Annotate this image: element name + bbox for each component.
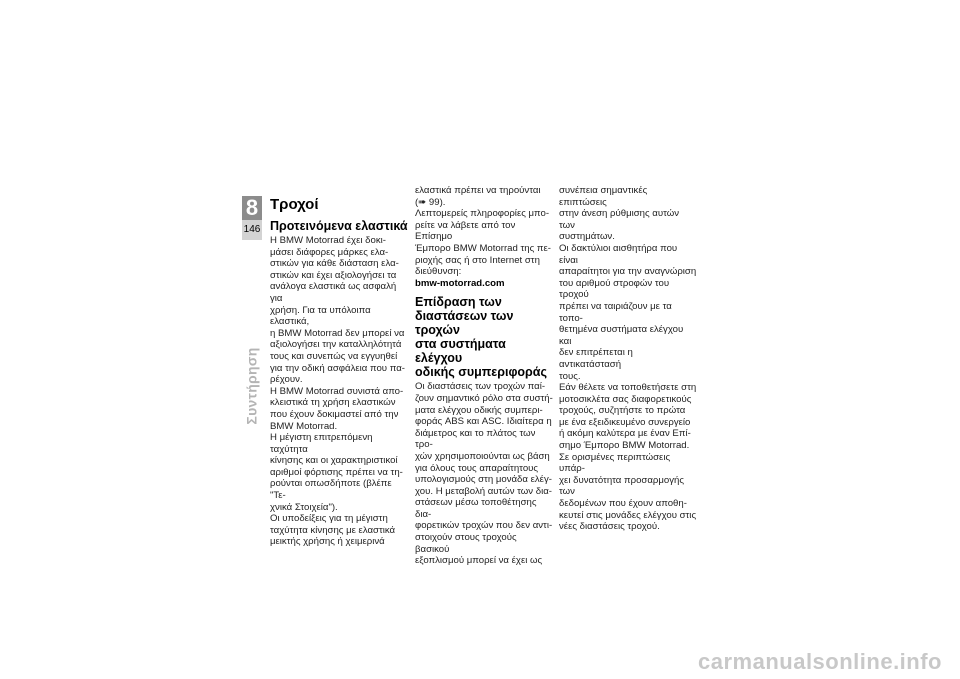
paragraph: συνέπεια σημαντικές επιπτώσεις στην άνεση ρύθμισης αυτών των συστημάτων. [559, 185, 680, 243]
website-link[interactable]: bmw-motorrad.com [415, 277, 505, 289]
page-title: Τροχοί [270, 196, 319, 213]
site-watermark: carmanualsonline.info [698, 649, 942, 674]
text-column-2 [415, 185, 553, 567]
page-number: 146 [242, 220, 262, 240]
section-label-text: Συντήρηση [244, 347, 260, 425]
paragraph: Λεπτομερείς πληροφορίες μπο- ρείτε να λάβετε από τον Επίσημο Έμπορο BMW Motorrad της πε- ριοχής σας ή στο Internet στη διεύθυνση: [415, 208, 551, 278]
paragraph: Η BMW Motorrad έχει δοκι- μάσει διάφορες μάρκες ελα- στικών για κάθε διάσταση ελα- στικών και έχει αξιολογήσει τα ανάλογα ελαστικά ως ασφαλή για χρήση. Για τα υπόλοιπα ελαστικά, η BMW Motorrad δεν μπορεί να αξιολογήσει την καταλληλότητά τους και συνεπώς να εγγυηθεί για την οδική ασφάλεια που πα- ρέχουν. [270, 235, 405, 386]
paragraph: Εάν θέλετε να τοποθετήσετε στη μοτοσικλέτα σας διαφορετικούς τροχούς, συζητήστε το πρώτα με ένα εξειδικευμένο συνεργείο ή ακόμη καλύτερα με έναν Επί- σημο Έμπορο BMW Motorrad. [559, 382, 697, 452]
paragraph: Οι δακτύλιοι αισθητήρα που είναι απαραίτητοι για την αναγνώριση του αριθμού στροφών του τροχού πρέπει να ταιριάζουν με τα τοπο- θετημένα συστήματα ελέγχου και δεν επιτρέπεται η αντικατάστασή τους. [559, 242, 697, 382]
section-heading-recommended-tyres: Προτεινόμενα ελαστικά [270, 219, 408, 233]
paragraph: Οι υποδείξεις για τη μέγιστη ταχύτητα κίνησης με ελαστικά μεικτής χρήσης ή χειμερινά [270, 513, 396, 548]
text-column-1 [270, 196, 408, 548]
paragraph: Η μέγιστη επιτρεπόμενη ταχύτητα κίνησης και οι χαρακτηριστικοί αριθμοί φόρτισης πρέπει να τη- ρούνται οπωσδήποτε (βλέπε "Τε- χνικά Στοιχεία"). [270, 432, 403, 513]
section-label-vertical [244, 336, 260, 436]
chapter-number-tab: 8 [242, 196, 262, 220]
paragraph: Σε ορισμένες περιπτώσεις υπάρ- χει δυνατότητα προσαρμογής των δεδομένων που έχουν αποθη- κευτεί στις μονάδες ελέγχου στις νέες διαστάσεις τροχού. [559, 451, 697, 533]
section-heading-wheel-dimensions: Επίδραση των διαστάσεων των τροχών στα συστήματα ελέγχου οδικής συμπεριφοράς [415, 295, 547, 380]
paragraph: ελαστικά πρέπει να τηρούνται (➠ 99). [415, 185, 541, 208]
paragraph: Οι διαστάσεις των τροχών παί- ζουν σημαντικό ρόλο στα συστή- ματα ελέγχου οδικής συμπερι- φοράς ABS και ASC. Ιδιαίτερα η διάμετρος και το πλάτος των τρο- χών χρησιμοποιούνται ως βάση για όλους τους απαραίτητους υπολογισμούς στη μονάδα ελέγ- χου. Η μεταβολή αυτών των δια- στάσεων μέσω τοποθέτησης δια- φορετικών τροχών που δεν αντι- στοιχούν στους τροχούς βασικού εξοπλισμού μπορεί να έχει ως [415, 381, 553, 567]
paragraph: Η BMW Motorrad συνιστά απο- κλειστικά τη χρήση ελαστικών που έχουν δοκιμαστεί από την BMW Motorrad. [270, 385, 404, 432]
text-column-3 [559, 185, 697, 533]
